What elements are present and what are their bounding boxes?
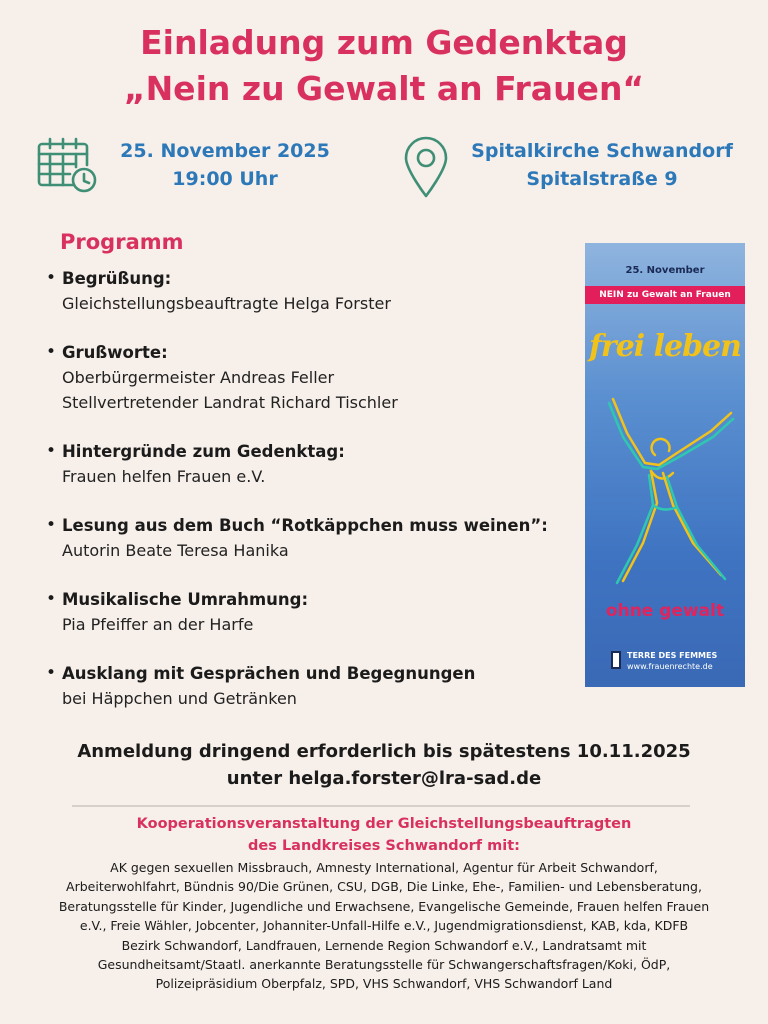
campaign-poster bbox=[585, 243, 745, 687]
location-pin-icon bbox=[402, 136, 450, 198]
program-item-desc: Pia Pfeiffer an der Harfe bbox=[62, 615, 254, 634]
event-address: Spitalstraße 9 bbox=[526, 168, 678, 190]
program-item-title: • Begrüßung: bbox=[62, 269, 172, 288]
event-date: 25. November 2025 bbox=[120, 140, 330, 162]
program-list bbox=[44, 266, 604, 735]
poster-url: www.frauenrechte.de bbox=[627, 662, 713, 671]
poster-slogan: frei leben bbox=[589, 329, 741, 364]
program-item-title: • Lesung aus dem Buch “Rotkäppchen muss weinen”: bbox=[62, 516, 548, 535]
program-item-welcome-words bbox=[44, 340, 604, 415]
poster-subline: ohne gewalt bbox=[605, 601, 725, 621]
cooperation-heading-line2: des Landkreises Schwandorf mit: bbox=[248, 838, 520, 854]
program-item-desc: Stellvertretender Landrat Richard Tischler bbox=[62, 393, 398, 412]
partner-line: Beratungsstelle für Kinder, Jugendliche und Erwachsene, Evangelische Gemeinde, Frauen helfen Frauen bbox=[58, 898, 710, 914]
program-item-desc: Oberbürgermeister Andreas Feller bbox=[62, 368, 335, 387]
program-item-desc: bei Häppchen und Getränken bbox=[62, 689, 297, 708]
poster-banner: NEIN zu Gewalt an Frauen bbox=[585, 286, 745, 304]
program-item-title: • Musikalische Umrahmung: bbox=[62, 590, 309, 609]
program-item-title: • Hintergründe zum Gedenktag: bbox=[62, 442, 345, 461]
event-date-time bbox=[105, 137, 345, 193]
event-venue-block bbox=[452, 137, 752, 193]
partner-list bbox=[14, 858, 754, 994]
program-item-desc: Autorin Beate Teresa Hanika bbox=[62, 541, 289, 560]
cooperation-heading-line1: Kooperationsveranstaltung der Gleichstellungsbeauftragten bbox=[136, 816, 632, 832]
program-heading: Programm bbox=[60, 230, 184, 254]
page-title-line1: Einladung zum Gedenktag bbox=[140, 23, 628, 62]
partner-line: Polizeipräsidium Oberpfalz, SPD, VHS Schwandorf, VHS Schwandorf Land bbox=[155, 976, 613, 992]
terre-des-femmes-logo bbox=[611, 651, 621, 669]
partner-line: e.V., Freie Wähler, Jobcenter, Johanniter-Unfall-Hilfe e.V., Jugendmigrationsdienst, KAB, kda, KDFB bbox=[79, 918, 689, 934]
program-item-music bbox=[44, 587, 604, 637]
poster-org: TERRE DES FEMMES bbox=[627, 651, 718, 660]
program-item-reading bbox=[44, 513, 604, 563]
event-time: 19:00 Uhr bbox=[172, 168, 278, 190]
partner-line: Arbeiterwohlfahrt, Bündnis 90/Die Grünen, CSU, DGB, Die Linke, Ehe-, Familien- und Lebensberatung, bbox=[66, 879, 702, 895]
page-title-line2: „Nein zu Gewalt an Frauen“ bbox=[123, 69, 645, 108]
registration-email: unter helga.forster@lra-sad.de bbox=[226, 768, 542, 789]
event-venue: Spitalkirche Schwandorf bbox=[471, 140, 733, 162]
program-item-title: • Ausklang mit Gesprächen und Begegnungen bbox=[62, 664, 476, 683]
program-item-background bbox=[44, 439, 604, 489]
partner-line: Bezirk Schwandorf, Landfrauen, Lernende Region Schwandorf e.V., Landratsamt mit bbox=[121, 937, 647, 953]
program-item-title: • Grußworte: bbox=[62, 343, 168, 362]
section-divider bbox=[72, 805, 690, 807]
calendar-clock-icon bbox=[36, 137, 98, 195]
program-item-closing bbox=[44, 661, 604, 711]
program-item-greeting bbox=[44, 266, 604, 316]
partner-line: AK gegen sexuellen Missbrauch, Amnesty International, Agentur für Arbeit Schwandorf, bbox=[110, 860, 658, 875]
poster-date: 25. November bbox=[625, 265, 705, 276]
partner-line: Gesundheitsamt/Staatl. anerkannte Beratungsstelle für Schwangerschaftsfragen/Koki, ÖdP, bbox=[97, 957, 671, 973]
program-item-desc: Frauen helfen Frauen e.V. bbox=[62, 467, 266, 486]
program-item-desc: Gleichstellungsbeauftragte Helga Forster bbox=[62, 294, 391, 313]
dancing-figure-icon bbox=[593, 393, 737, 593]
registration-deadline: Anmeldung dringend erforderlich bis spätestens 10.11.2025 bbox=[77, 741, 691, 762]
